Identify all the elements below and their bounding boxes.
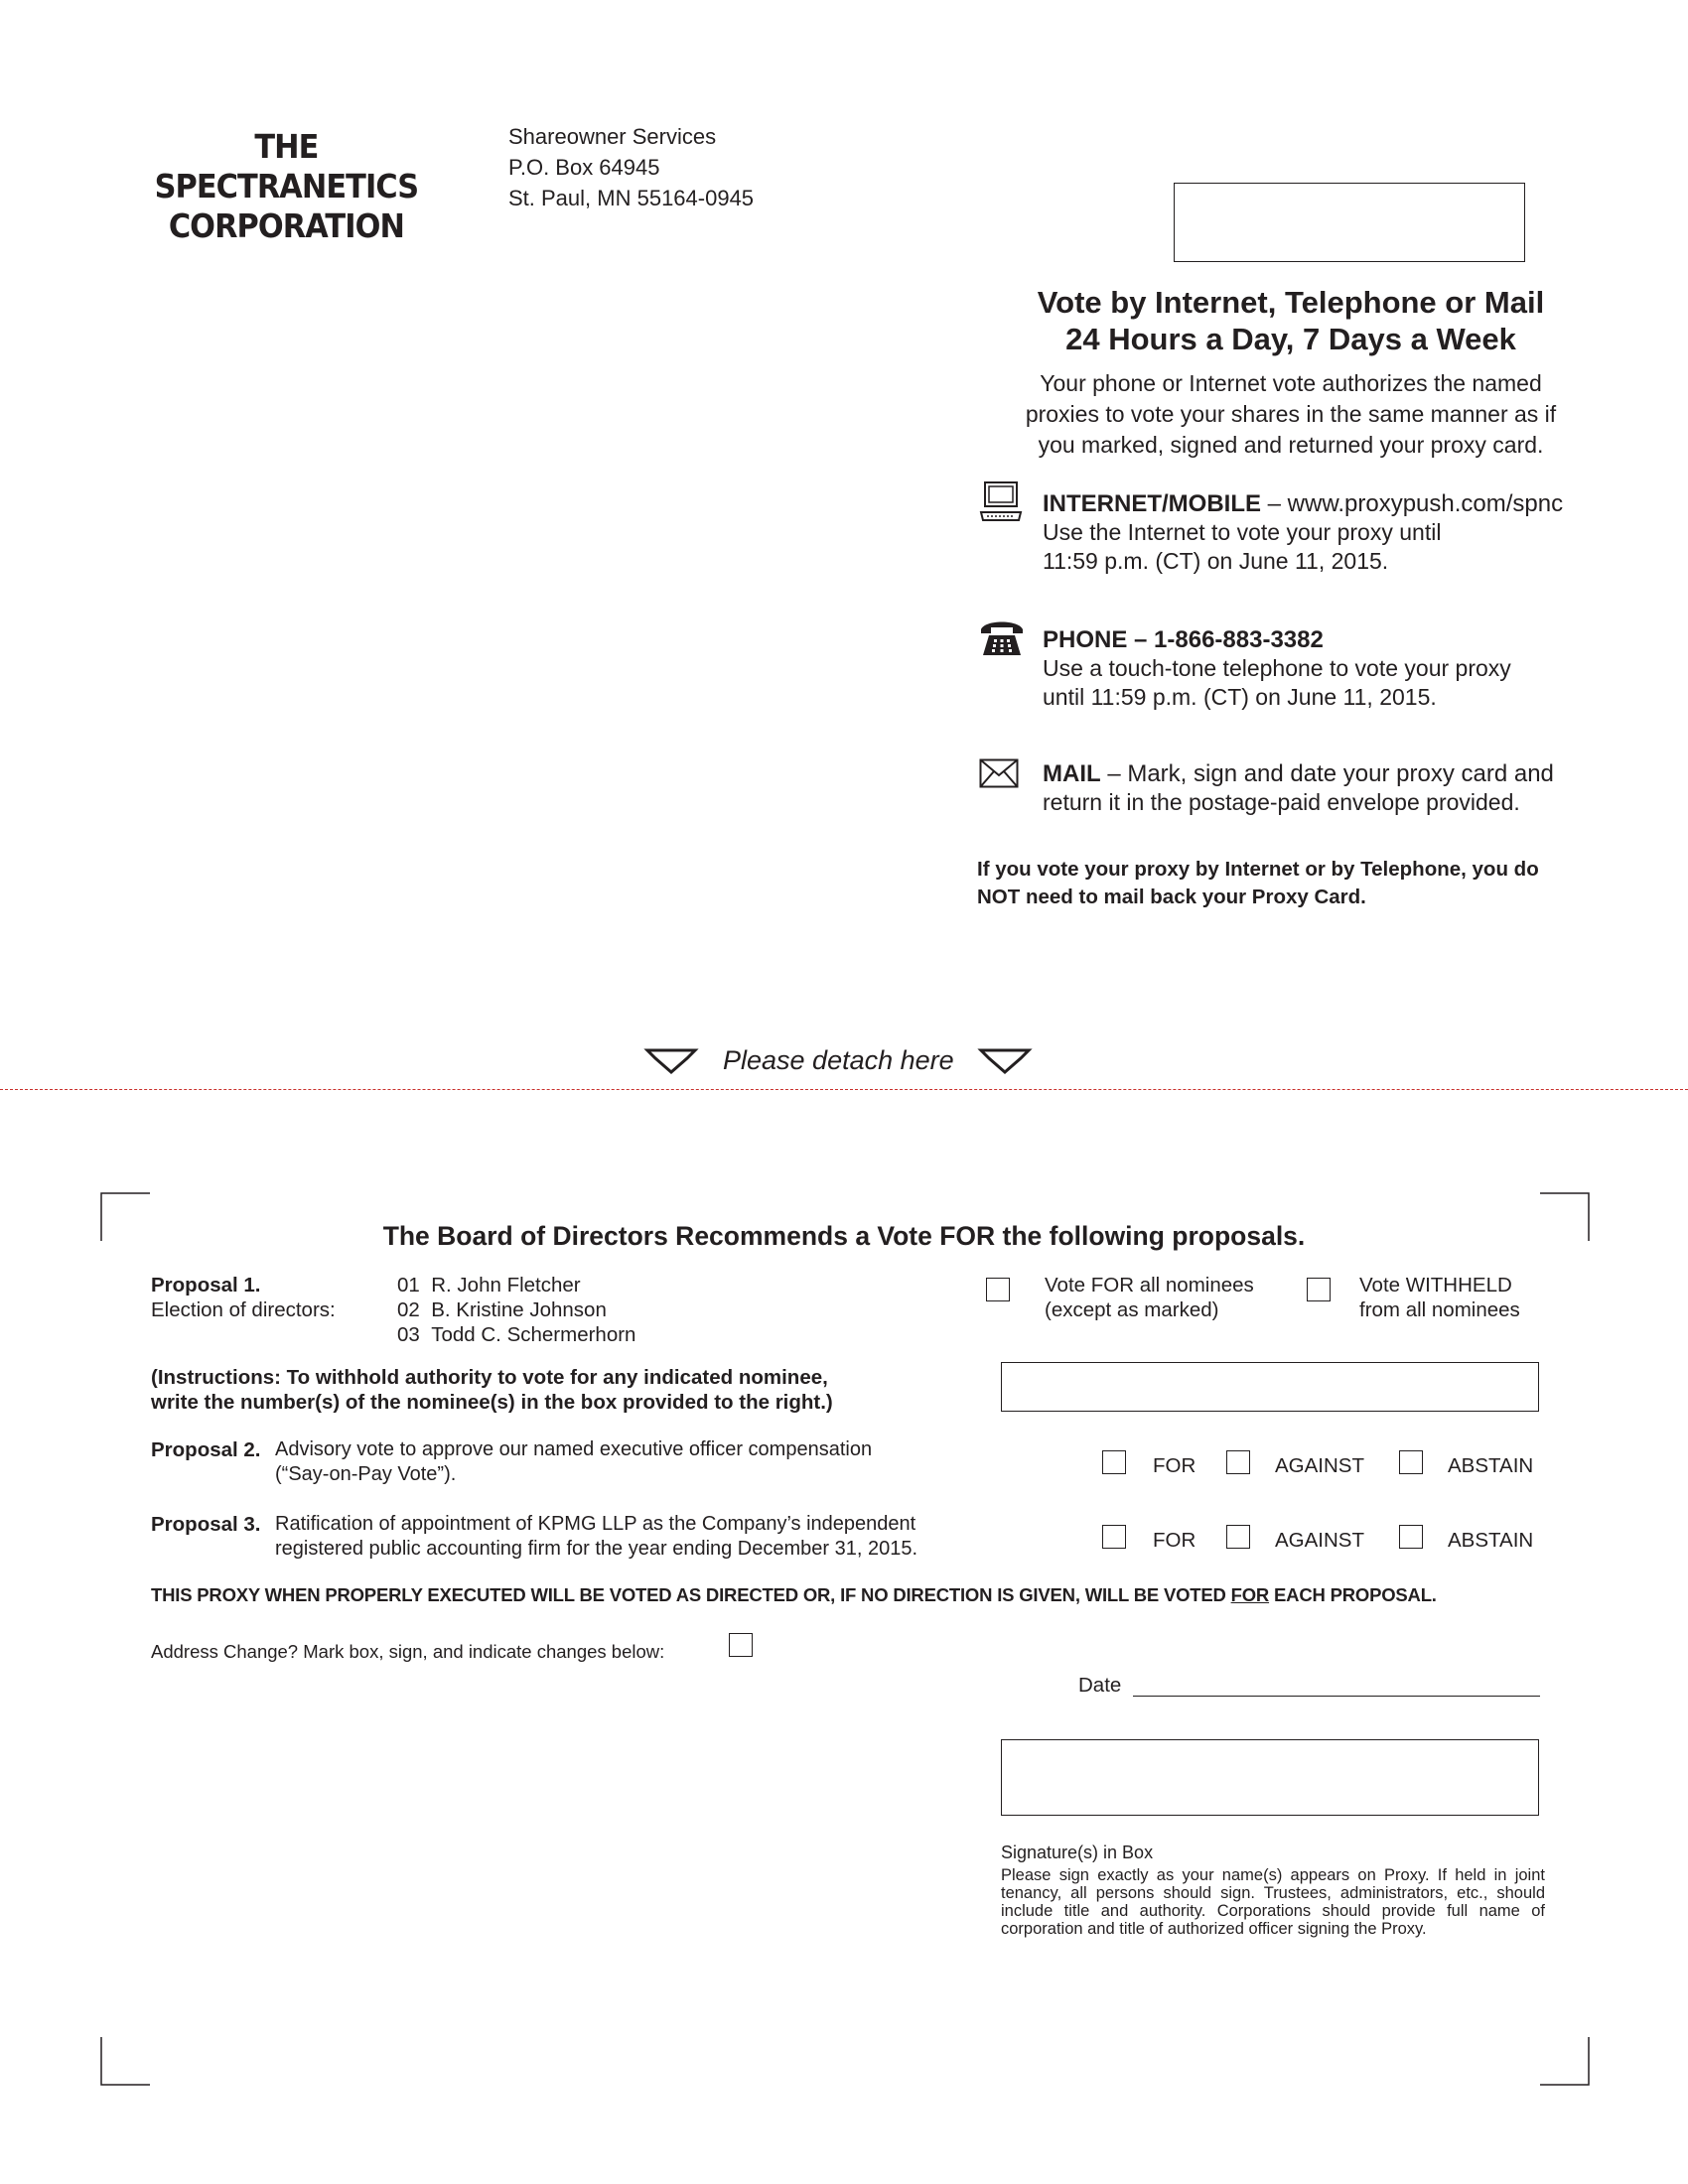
vote-for-all-label (1045, 1273, 1254, 1322)
proposal3-text-line: Ratification of appointment of KPMG LLP as the Company’s independent (275, 1513, 916, 1535)
crop-mark-top-left (101, 1193, 150, 1241)
computer-icon (979, 480, 1023, 522)
proposal2-text-line: Advisory vote to approve our named executive officer compensation (275, 1438, 873, 1460)
proposal1-sublabel: Election of directors: (151, 1298, 336, 1321)
nominee-list (397, 1273, 635, 1347)
mailing-address (508, 121, 754, 213)
mail-method-desc: return it in the postage-paid envelope provided. (1043, 789, 1520, 815)
signature-instructions: Please sign exactly as your name(s) appears on Proxy. If held in joint tenancy, all persons should sign. Trustees, administrators, etc., should include title and authority. Corporations should provide full name of corporation and title of authorized officer signing the Proxy. (1001, 1866, 1545, 1938)
company-name (131, 127, 442, 246)
proxy-voting-notice (151, 1584, 1561, 1606)
vote-for-all-line: Vote FOR all nominees (1045, 1274, 1254, 1297)
proposal3-for-checkbox[interactable] (1102, 1525, 1126, 1549)
phone-method-desc: until 11:59 p.m. (CT) on June 11, 2015. (1043, 684, 1437, 710)
crop-mark-bottom-right (1540, 2037, 1589, 2085)
board-recommendation-title: The Board of Directors Recommends a Vote FOR the following proposals. (382, 1221, 1306, 1251)
address-line: St. Paul, MN 55164-0945 (508, 186, 755, 210)
proposal2-for-label: FOR (1153, 1454, 1196, 1477)
instructions-line: write the number(s) of the nominee(s) in the box provided to the right.) (151, 1391, 833, 1414)
subtitle-line: proxies to vote your shares in the same manner as if (1025, 401, 1557, 427)
detach-perforation-line (0, 1089, 1688, 1090)
nominee-name: Todd C. Schermerhorn (431, 1323, 636, 1346)
address-line: P.O. Box 64945 (508, 155, 660, 180)
nominee-row (397, 1322, 635, 1347)
mail-method-label: MAIL (1043, 760, 1101, 787)
date-label: Date (1078, 1674, 1122, 1697)
subtitle-line: Your phone or Internet vote authorizes the named (1040, 370, 1542, 396)
address-change-checkbox[interactable] (729, 1633, 753, 1657)
proposal1-heading (151, 1273, 336, 1322)
proposal3-against-label: AGAINST (1275, 1529, 1364, 1552)
proposal3-text-line: registered public accounting firm for the year ending December 31, 2015. (275, 1538, 918, 1560)
vote-for-all-line: (except as marked) (1045, 1298, 1219, 1321)
nominee-number: 02 (397, 1298, 420, 1321)
mail-method (1043, 759, 1618, 817)
proposal2-for-checkbox[interactable] (1102, 1450, 1126, 1474)
vote-methods-subtitle (973, 368, 1609, 461)
date-input-line[interactable] (1133, 1696, 1540, 1697)
vote-withheld-line: from all nominees (1359, 1298, 1520, 1321)
company-name-line2: CORPORATION (168, 206, 404, 245)
internet-method-url[interactable]: – www.proxypush.com/spnc (1261, 490, 1564, 517)
internet-method-desc: Use the Internet to vote your proxy until (1043, 519, 1442, 545)
proposal2-against-checkbox[interactable] (1226, 1450, 1250, 1474)
vote-title-line2: 24 Hours a Day, 7 Days a Week (1065, 322, 1516, 356)
internet-method-desc: 11:59 p.m. (CT) on June 11, 2015. (1043, 548, 1389, 574)
signature-label: Signature(s) in Box (1001, 1843, 1154, 1862)
proposal3-text (275, 1512, 917, 1562)
proposal2-abstain-label: ABSTAIN (1448, 1454, 1534, 1477)
address-line: Shareowner Services (508, 124, 717, 149)
proposal2-text (275, 1437, 872, 1487)
nominee-name: B. Kristine Johnson (431, 1298, 607, 1321)
proposal2-against-label: AGAINST (1275, 1454, 1364, 1477)
withhold-instructions (151, 1365, 833, 1415)
nominee-row (397, 1273, 635, 1297)
control-number-box (1174, 183, 1525, 262)
proxy-notice-text: THIS PROXY WHEN PROPERLY EXECUTED WILL BE VOTED AS DIRECTED OR, IF NO DIRECTION IS GIVEN, WILL BE VOTED (151, 1584, 1231, 1605)
proposal2-label: Proposal 2. (151, 1438, 261, 1461)
instructions-line: (Instructions: To withhold authority to vote for any indicated nominee, (151, 1366, 828, 1389)
proposal3-abstain-checkbox[interactable] (1399, 1525, 1423, 1549)
proxy-notice-text: EACH PROPOSAL. (1269, 1584, 1437, 1605)
nominee-row (397, 1297, 635, 1322)
detach-arrow-icon (977, 1046, 1033, 1076)
internet-method-label: INTERNET/MOBILE (1043, 490, 1261, 517)
subtitle-line: you marked, signed and returned your proxy card. (1038, 432, 1544, 458)
online-vote-notice (977, 856, 1613, 911)
mail-method-detail: – Mark, sign and date your proxy card and (1100, 760, 1554, 787)
phone-method-desc: Use a touch-tone telephone to vote your proxy (1043, 655, 1511, 681)
company-name-line1: THE SPECTRANETICS (154, 127, 419, 205)
withhold-nominee-input[interactable] (1001, 1362, 1539, 1412)
vote-withheld-line: Vote WITHHELD (1359, 1274, 1512, 1297)
internet-method (1043, 489, 1618, 576)
address-change-label: Address Change? Mark box, sign, and indicate changes below: (151, 1641, 665, 1662)
proposal3-label: Proposal 3. (151, 1513, 261, 1536)
crop-mark-top-right (1540, 1193, 1589, 1241)
proxy-notice-for: FOR (1230, 1584, 1270, 1605)
nominee-number: 03 (397, 1323, 420, 1346)
notice-line: NOT need to mail back your Proxy Card. (977, 886, 1366, 908)
signature-box[interactable] (1001, 1739, 1539, 1816)
proposal2-abstain-checkbox[interactable] (1399, 1450, 1423, 1474)
vote-withheld-checkbox[interactable] (1307, 1278, 1331, 1301)
vote-title-line1: Vote by Internet, Telephone or Mail (1037, 285, 1545, 320)
phone-method-label[interactable]: PHONE – 1-866-883-3382 (1043, 626, 1324, 653)
phone-method (1043, 625, 1618, 712)
nominee-name: R. John Fletcher (431, 1274, 581, 1297)
proposal3-abstain-label: ABSTAIN (1448, 1529, 1534, 1552)
crop-mark-bottom-left (101, 2037, 150, 2085)
nominee-number: 01 (397, 1274, 420, 1297)
proposal3-against-checkbox[interactable] (1226, 1525, 1250, 1549)
notice-line: If you vote your proxy by Internet or by Telephone, you do (977, 858, 1539, 881)
vote-for-all-checkbox[interactable] (986, 1278, 1010, 1301)
vote-methods-title (973, 284, 1609, 357)
detach-label: Please detach here (723, 1045, 954, 1075)
proposal2-text-line: (“Say-on-Pay Vote”). (275, 1463, 457, 1485)
proposal3-for-label: FOR (1153, 1529, 1196, 1552)
vote-withheld-label (1359, 1273, 1520, 1322)
envelope-icon (979, 758, 1019, 788)
proposal1-label: Proposal 1. (151, 1274, 261, 1297)
detach-arrow-icon (643, 1046, 699, 1076)
telephone-icon (979, 617, 1025, 657)
